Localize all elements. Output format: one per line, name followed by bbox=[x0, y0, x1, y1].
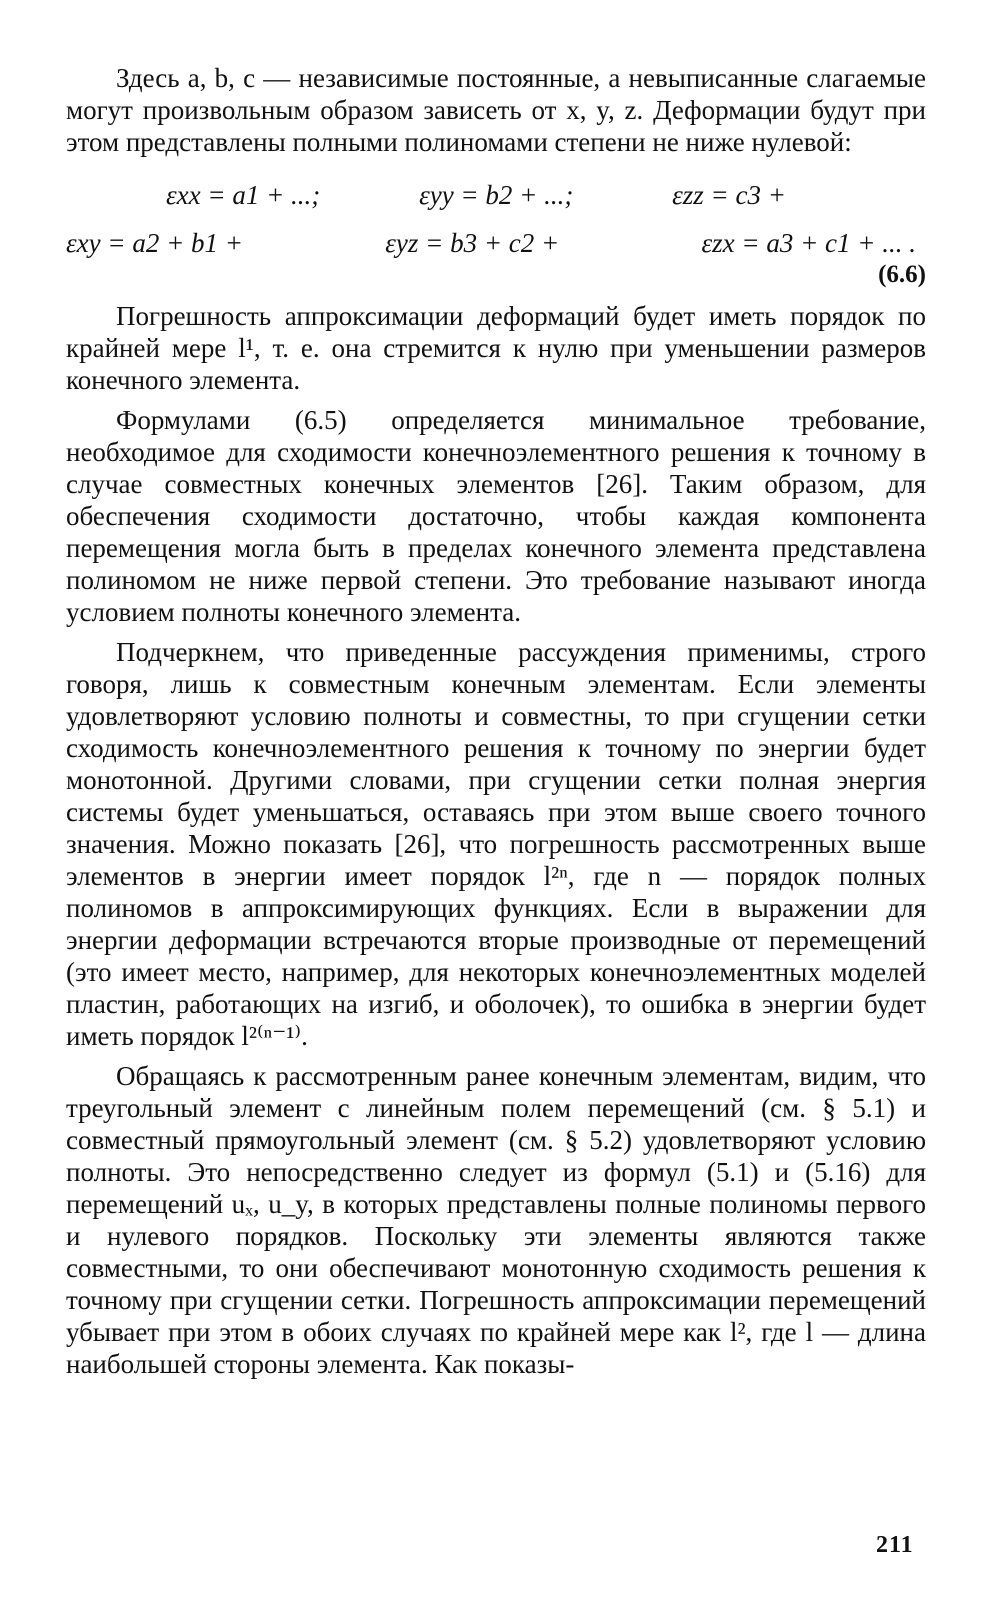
equation-eps-xy: εxy = a2 + b1 + bbox=[66, 228, 244, 258]
paragraph-compatible: Подчеркнем, что приведенные рассуждения применимы, строго говоря, лишь к совместным конечным элементам. Если элементы удовлетворяют условию полноты и совместны, то при сгущении сетки сходимость конечноэлементного решения к точному по энергии будет монотонной. Другими словами, при сгущении сетки полная энергия системы будет уменьшаться, оставаясь при этом выше своего точного значения. Можно показать [26], что погрешность рассмотренных выше элементов в энергии имеет порядок l²ⁿ, где n — порядок полных полиномов в аппроксимирующих функциях. Если в выражении для энергии деформации встречаются вторые производные от перемещений (это имеет место, например, для некоторых конечноэлементных моделей пластин, работающих на изгиб, и оболочек), то ошибка в энергии будет иметь порядок l²⁽ⁿ⁻¹⁾. bbox=[66, 637, 926, 1051]
paragraph-intro: Здесь a, b, c — независимые постоянные, а невыписанные слагаемые могут произвольным образом зависеть от x, y, z. Деформации будут при этом представлены полными полиномами степени не ниже нулевой: bbox=[66, 63, 926, 157]
equation-eps-xx: εxx = a1 + ...; bbox=[166, 180, 321, 210]
equation-line-1 bbox=[66, 178, 926, 212]
paragraph-error-order: Погрешность аппроксимации деформаций будет иметь порядок по крайней мере l¹, т. е. она стремится к нулю при уменьшении размеров конечного элемента. bbox=[66, 301, 926, 395]
page-number: 211 bbox=[876, 1532, 914, 1558]
paragraph-completeness: Формулами (6.5) определяется минимальное требование, необходимое для сходимости конечноэлементного решения к точному в случае совместных конечных элементов [26]. Таким образом, для обеспечения сходимости достаточно, чтобы каждая компонента перемещения могла быть в пределах конечного элемента представлена полиномом не ниже первой степени. Это требование называют иногда условием полноты конечного элемента. bbox=[66, 405, 926, 627]
equation-eps-zx: εzx = a3 + c1 + ... . bbox=[701, 228, 916, 258]
equation-eps-yy: εyy = b2 + ...; bbox=[419, 180, 574, 210]
equation-line-2 bbox=[66, 226, 926, 260]
page-body bbox=[66, 62, 926, 1388]
paragraph-elements: Обращаясь к рассмотренным ранее конечным элементам, видим, что треугольный элемент с линейным полем перемещений (см. § 5.1) и совместный прямоугольный элемент (см. § 5.2) удовлетворяют условию полноты. Это непосредственно следует из формул (5.1) и (5.16) для перемещений uₓ, u_y, в которых представлены полные полиномы первого и нулевого порядков. Поскольку эти элементы являются также совместными, то они обеспечивают монотонную сходимость решения к точному при сгущении сетки. Погрешность аппроксимации перемещений убывает при этом в обоих случаях по крайней мере как l², где l — длина наибольшей стороны элемента. Как показы- bbox=[66, 1061, 926, 1379]
equation-eps-zz: εzz = c3 + bbox=[672, 180, 786, 210]
equation-number: (6.6) bbox=[878, 261, 926, 288]
equation-eps-yz: εyz = b3 + c2 + bbox=[385, 228, 560, 258]
